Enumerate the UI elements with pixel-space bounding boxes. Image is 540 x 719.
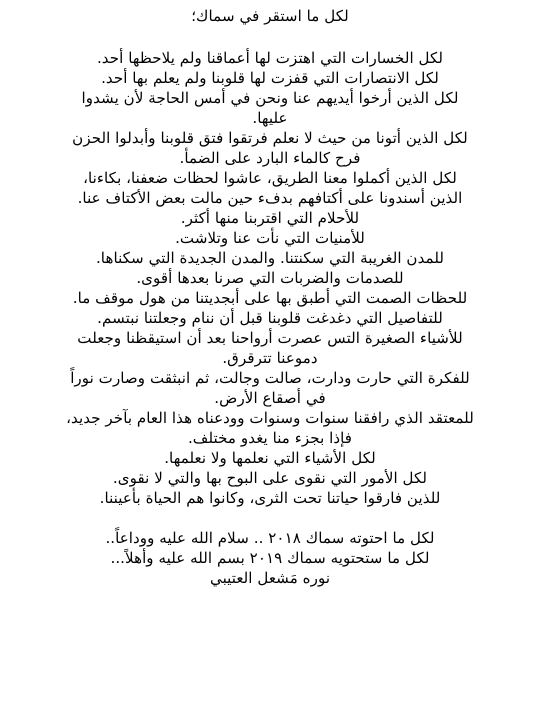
body-line: الذين أسندونا على أكتافهم بدفء حين مالت بعض الأكتاف عنا.	[77, 189, 463, 207]
body-text	[14, 48, 526, 508]
document-title: لكل ما استقر في سماك؛	[191, 7, 349, 25]
paragraph-spacer	[14, 508, 526, 528]
body-line: في أصقاع الأرض.	[214, 389, 326, 407]
body-line: للأحلام التي اقتربنا منها أكثر.	[180, 209, 360, 227]
body-line: للتفاصيل التي دغدغت قلوبنا قبل أن ننام وجعلتنا نبتسم.	[97, 309, 443, 327]
body-line: للصدمات والضربات التي صرنا بعدها أقوى.	[136, 269, 404, 287]
body-line: للأمنيات التي نأت عنا وتلاشت.	[175, 229, 365, 247]
body-line: للذين فارقوا حياتنا تحت الثرى، وكانوا هم الحياة بأعيننا.	[99, 489, 441, 507]
closing-text	[14, 528, 526, 568]
body-line: لكل الذين أتونا من حيث لا نعلم فرتقوا فتق قلوبنا وأبدلوا الحزن	[72, 129, 468, 147]
body-line: لكل الذين أكملوا معنا الطريق، عاشوا لحظات ضعفنا، بكاءنا،	[83, 169, 457, 187]
body-line: لكل الأمور التي نقوى على البوح بها والتي لا نقوى.	[112, 469, 428, 487]
body-line: دموعنا تترقرق.	[222, 349, 318, 367]
body-line: لكل الانتصارات التي قفزت لها قلوبنا ولم يعلم بها أحد.	[101, 69, 439, 87]
author-signature: نوره مَشعل العتيبي	[209, 569, 331, 587]
body-line: فإذا بجزء منا يغدو مختلف.	[187, 429, 353, 447]
paragraph-spacer	[14, 28, 526, 48]
body-line: للمعتقد الذي رافقنا سنوات وسنوات وودعناه هذا العام بآخر جديد،	[66, 409, 474, 427]
body-line: للمدن الغريبة التي سكنتنا. والمدن الجديدة التي سكناها.	[95, 249, 444, 267]
body-line: لكل الأشياء التي نعلمها ولا نعلمها.	[164, 449, 376, 467]
body-line: للأشياء الصغيرة التس عصرت أرواحنا بعد أن استيقظنا وجعلت	[77, 329, 463, 347]
body-line: للفكرة التي حارت ودارت، صالت وجالت، ثم انبثقت وصارت نوراً	[70, 369, 470, 387]
body-line: عليها.	[252, 109, 288, 127]
closing-line: لكل ما احتوته سماك ٢٠١٨ .. سلام الله عليه ووداعاً..	[105, 529, 435, 547]
closing-line: لكل ما ستحتويه سماك ٢٠١٩ بسم الله عليه وأهلاً...	[110, 549, 430, 567]
body-line: لكل الخسارات التي اهتزت لها أعماقنا ولم يلاحظها أحد.	[96, 49, 444, 67]
body-line: فرح كالماء البارد على الضمأ.	[179, 149, 361, 167]
body-line: لكل الذين أرخوا أيديهم عنا ونحن في أمس الحاجة لأن يشدوا	[81, 89, 459, 107]
body-line: للحظات الصمت التي أطبق بها على أبجديتنا من هول موقف ما.	[72, 289, 468, 307]
